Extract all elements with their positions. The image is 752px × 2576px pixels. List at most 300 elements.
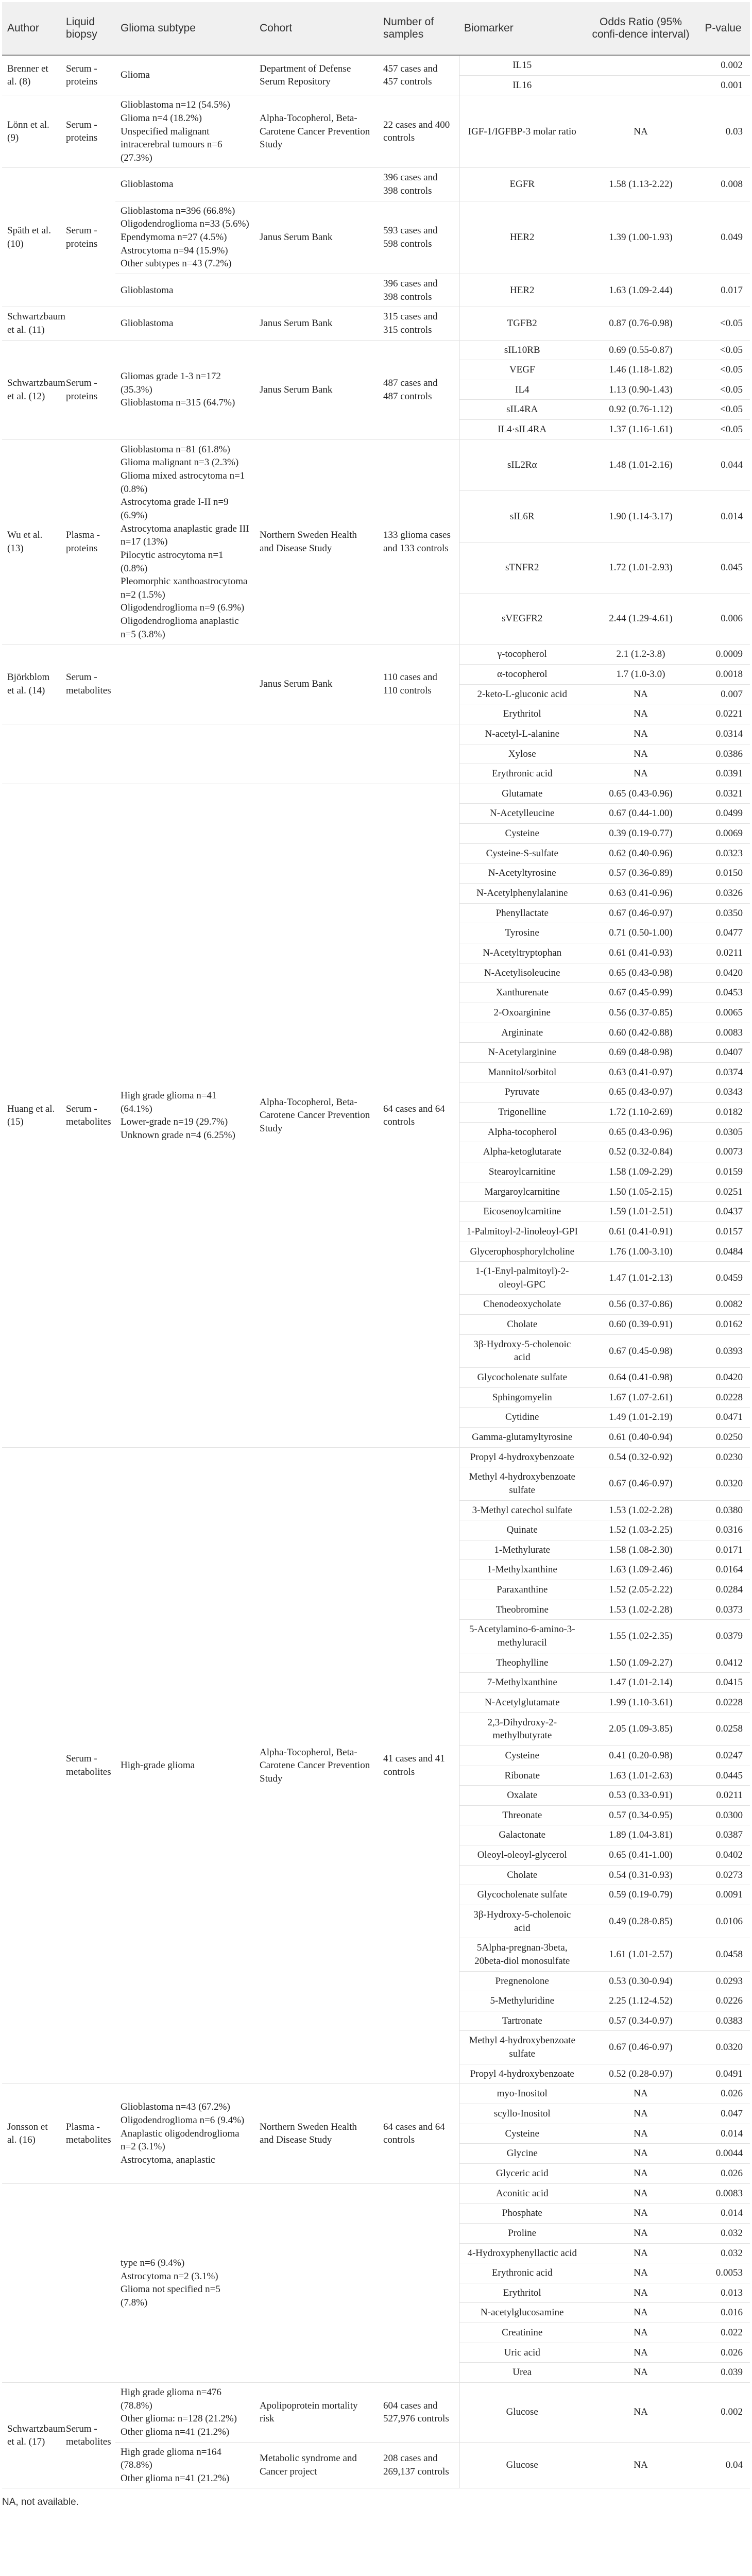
p-value-cell: 0.0258 [696,1713,750,1745]
number-of-samples-cell: 593 cases and 598 controls [378,201,459,274]
p-value-cell: 0.039 [696,2363,750,2383]
p-value-cell: 0.0211 [696,943,750,963]
odds-ratio-cell: NA [585,764,696,784]
p-value-cell: 0.006 [696,593,750,644]
biomarker-cell: sIL4RA [459,400,585,420]
odds-ratio-cell: 1.46 (1.18-1.82) [585,360,696,380]
odds-ratio-cell: 1.61 (1.01-2.57) [585,1938,696,1971]
odds-ratio-cell: 0.65 (0.43-0.98) [585,963,696,983]
glioma-subtype-cell: type n=6 (9.4%) Astrocytoma n=2 (3.1%) Glioma not specified n=5 (7.8%) [115,2183,254,2382]
liquid-biopsy-cell: Plasma - metabolites [61,2084,115,2183]
odds-ratio-cell: 1.52 (1.03-2.25) [585,1520,696,1540]
odds-ratio-cell: 2.44 (1.29-4.61) [585,593,696,644]
number-of-samples-cell: 110 cases and 110 controls [378,645,459,724]
odds-ratio-cell: 0.61 (0.41-0.93) [585,943,696,963]
p-value-cell: 0.0379 [696,1620,750,1653]
cohort-cell: Janus Serum Bank [254,340,378,439]
odds-ratio-cell: NA [585,684,696,704]
biomarker-cell: Gamma-glutamyltyrosine [459,1427,585,1447]
header-number-of-samples: Number of samples [378,2,459,55]
liquid-biopsy-cell [61,307,115,340]
cohort-cell: Janus Serum Bank [254,307,378,340]
cohort-cell: Department of Defense Serum Repository [254,55,378,95]
odds-ratio-cell: 1.89 (1.04-3.81) [585,1825,696,1845]
biomarker-cell: myo-Inositol [459,2084,585,2104]
biomarker-cell: N-Acetylphenylalanine [459,884,585,904]
biomarker-cell: Margaroylcarnitine [459,1182,585,1202]
number-of-samples-cell [378,2183,459,2382]
number-of-samples-cell: 487 cases and 487 controls [378,340,459,439]
biomarker-cell: Phosphate [459,2204,585,2224]
glioma-subtype-cell: Glioma [115,55,254,95]
p-value-cell: <0.05 [696,340,750,360]
biomarker-cell: Propyl 4-hydroxybenzoate [459,1447,585,1467]
p-value-cell: <0.05 [696,380,750,400]
biomarker-cell: Glycerophosphorylcholine [459,1242,585,1262]
author-cell: Wu et al. (13) [2,439,61,645]
table-row [2,55,750,75]
p-value-cell: 0.007 [696,684,750,704]
p-value-cell: 0.03 [696,95,750,168]
biomarker-cell: Uric acid [459,2343,585,2363]
table-row [2,2084,750,2104]
p-value-cell: 0.0459 [696,1262,750,1295]
odds-ratio-cell: 1.67 (1.07-2.61) [585,1387,696,1408]
glioma-subtype-cell: Glioblastoma n=396 (66.8%) Oligodendroglioma n=33 (5.6%) Ependymoma n=27 (4.5%) Astrocytoma n=94 (15.9%) Other subtypes n=43 (7.2%) [115,201,254,274]
odds-ratio-cell: 0.57 (0.34-0.97) [585,2011,696,2031]
odds-ratio-cell: 1.76 (1.00-3.10) [585,1242,696,1262]
cohort-cell: Janus Serum Bank [254,201,378,274]
odds-ratio-cell: NA [585,2383,696,2443]
odds-ratio-cell: NA [585,2104,696,2124]
biomarker-cell: Galactonate [459,1825,585,1845]
biomarker-cell: Glycocholenate sulfate [459,1885,585,1905]
cohort-cell: Apolipoprotein mortality risk [254,2383,378,2443]
p-value-cell: 0.0323 [696,843,750,863]
liquid-biopsy-cell: Serum - proteins [61,55,115,95]
odds-ratio-cell: 0.64 (0.41-0.98) [585,1368,696,1388]
table-row [2,340,750,360]
p-value-cell: 0.0383 [696,2011,750,2031]
number-of-samples-cell: 22 cases and 400 controls [378,95,459,168]
p-value-cell: 0.022 [696,2323,750,2343]
biomarker-cell: Xanthurenate [459,983,585,1003]
odds-ratio-cell: NA [585,2323,696,2343]
p-value-cell: 0.0157 [696,1222,750,1242]
biomarker-cell: N-Acetyltyrosine [459,863,585,884]
biomarker-cell: Cytidine [459,1408,585,1428]
biomarker-cell: IL4·sIL4RA [459,420,585,440]
author-cell: Schwartzbaum et al. (11) [2,307,61,340]
odds-ratio-cell: 1.7 (1.0-3.0) [585,664,696,684]
p-value-cell: 0.0073 [696,1142,750,1162]
biomarker-cell: 1-Palmitoyl-2-linoleoyl-GPI [459,1222,585,1242]
biomarker-cell: 3β-Hydroxy-5-cholenoic acid [459,1905,585,1938]
biomarker-cell: Alpha-ketoglutarate [459,1142,585,1162]
cohort-cell [254,274,378,307]
biomarker-cell: Stearoylcarnitine [459,1162,585,1182]
liquid-biopsy-cell: Serum - metabolites [61,645,115,724]
odds-ratio-cell: 1.99 (1.10-3.61) [585,1692,696,1713]
p-value-cell: 0.0221 [696,704,750,724]
p-value-cell: 0.0374 [696,1062,750,1082]
p-value-cell: 0.0069 [696,824,750,844]
odds-ratio-cell: 0.53 (0.30-0.94) [585,1971,696,1991]
p-value-cell: 0.0420 [696,963,750,983]
biomarker-cell: Erythritol [459,704,585,724]
p-value-cell: 0.0484 [696,1242,750,1262]
biomarker-cell: Ribonate [459,1766,585,1786]
p-value-cell: 0.0391 [696,764,750,784]
p-value-cell: 0.04 [696,2442,750,2488]
liquid-biopsy-cell [61,2183,115,2382]
biomarker-cell: 5Alpha-pregnan-3beta, 20beta-diol monosulfate [459,1938,585,1971]
p-value-cell: 0.002 [696,55,750,75]
biomarker-cell: Glucose [459,2383,585,2443]
p-value-cell: 0.0300 [696,1805,750,1825]
biomarker-cell: Theophylline [459,1653,585,1673]
odds-ratio-cell: 0.61 (0.40-0.94) [585,1427,696,1447]
p-value-cell: 0.0320 [696,1467,750,1500]
biomarker-cell: 5-Acetylamino-6-amino-3-methyluracil [459,1620,585,1653]
p-value-cell: 0.0477 [696,923,750,943]
p-value-cell: 0.013 [696,2283,750,2303]
biomarker-cell: Pyruvate [459,1082,585,1103]
biomarker-cell: Proline [459,2223,585,2243]
header-p-value: P-value [696,2,750,55]
odds-ratio-cell: 0.63 (0.41-0.96) [585,884,696,904]
biomarker-cell: TGFB2 [459,307,585,340]
p-value-cell: 0.032 [696,2223,750,2243]
biomarker-cell: Cysteine-S-sulfate [459,843,585,863]
p-value-cell: 0.0499 [696,804,750,824]
biomarker-cell: Theobromine [459,1600,585,1620]
p-value-cell: 0.0091 [696,1885,750,1905]
odds-ratio-cell: NA [585,2283,696,2303]
p-value-cell: <0.05 [696,400,750,420]
odds-ratio-cell: 0.92 (0.76-1.12) [585,400,696,420]
biomarker-cell: 2-Oxoarginine [459,1003,585,1023]
odds-ratio-cell: NA [585,2223,696,2243]
odds-ratio-cell: 1.72 (1.10-2.69) [585,1103,696,1123]
biomarker-cell: N-Acetylisoleucine [459,963,585,983]
p-value-cell: 0.032 [696,2243,750,2263]
table-row [2,307,750,340]
table-page [2,2,750,2508]
header-biomarker: Biomarker [459,2,585,55]
odds-ratio-cell: 0.69 (0.48-0.98) [585,1043,696,1063]
odds-ratio-cell: NA [585,2243,696,2263]
odds-ratio-cell: NA [585,2183,696,2204]
biomarker-cell: Chenodeoxycholate [459,1295,585,1315]
p-value-cell: 0.0228 [696,1387,750,1408]
p-value-cell: 0.0065 [696,1003,750,1023]
odds-ratio-cell: 0.54 (0.32-0.92) [585,1447,696,1467]
biomarker-cell: 2,3-Dihydroxy-2-methylbutyrate [459,1713,585,1745]
odds-ratio-cell: 0.71 (0.50-1.00) [585,923,696,943]
p-value-cell: 0.002 [696,2383,750,2443]
odds-ratio-cell: NA [585,95,696,168]
biomarker-cell: N-Acetylglutamate [459,1692,585,1713]
odds-ratio-cell: 0.69 (0.55-0.87) [585,340,696,360]
odds-ratio-cell: 1.63 (1.09-2.46) [585,1560,696,1580]
p-value-cell: 0.0230 [696,1447,750,1467]
header-liquid-biopsy: Liquid biopsy [61,2,115,55]
odds-ratio-cell: 0.63 (0.41-0.97) [585,1062,696,1082]
p-value-cell: 0.0407 [696,1043,750,1063]
biomarker-cell: Pregnenolone [459,1971,585,1991]
author-cell: Brenner et al. (8) [2,55,61,95]
biomarker-cell: Oleoyl-oleoyl-glycerol [459,1845,585,1866]
number-of-samples-cell: 64 cases and 64 controls [378,2084,459,2183]
biomarker-cell: Erythronic acid [459,764,585,784]
glioma-subtype-cell: High grade glioma n=41 (64.1%) Lower-grade n=19 (29.7%) Unknown grade n=4 (6.25%) [115,784,254,1447]
p-value-cell: 0.0044 [696,2144,750,2164]
p-value-cell: 0.0343 [696,1082,750,1103]
table-row [2,168,750,201]
p-value-cell: 0.014 [696,2124,750,2144]
odds-ratio-cell: NA [585,2363,696,2383]
biomarker-cell: Aconitic acid [459,2183,585,2204]
biomarker-cell: IL15 [459,55,585,75]
biomarker-cell: 3β-Hydroxy-5-cholenoic acid [459,1334,585,1367]
cohort-cell [254,2183,378,2382]
biomarker-cell: Erythronic acid [459,2263,585,2283]
biomarker-cell: N-acetylglucosamine [459,2303,585,2323]
odds-ratio-cell: 0.60 (0.39-0.91) [585,1315,696,1335]
liquid-biopsy-cell [61,724,115,784]
odds-ratio-cell: NA [585,2084,696,2104]
odds-ratio-cell: 1.53 (1.02-2.28) [585,1600,696,1620]
biomarker-cell: Cholate [459,1865,585,1885]
number-of-samples-cell [378,724,459,784]
author-cell [2,2183,61,2382]
glioma-subtype-cell: High grade glioma n=476 (78.8%) Other glioma: n=128 (21.2%) Other glioma n=41 (21.2%) [115,2383,254,2443]
p-value-cell: 0.016 [696,2303,750,2323]
odds-ratio-cell: 1.49 (1.01-2.19) [585,1408,696,1428]
p-value-cell: 0.0320 [696,2031,750,2064]
odds-ratio-cell: 0.65 (0.43-0.97) [585,1082,696,1103]
header-glioma-subtype: Glioma subtype [115,2,254,55]
p-value-cell: 0.008 [696,168,750,201]
biomarker-cell: Cholate [459,1315,585,1335]
table-row [2,645,750,665]
biomarker-cell: sIL2Rα [459,439,585,490]
odds-ratio-cell: 2.05 (1.09-3.85) [585,1713,696,1745]
p-value-cell: 0.0491 [696,2064,750,2084]
author-cell: Jonsson et al. (16) [2,2084,61,2183]
odds-ratio-cell: 0.56 (0.37-0.85) [585,1003,696,1023]
author-cell [2,724,61,784]
glioma-subtype-cell [115,645,254,724]
biomarker-cell: 7-Methylxanthine [459,1673,585,1693]
biomarker-cell: Tyrosine [459,923,585,943]
biomarker-cell: 3-Methyl catechol sulfate [459,1500,585,1520]
odds-ratio-cell: NA [585,2144,696,2164]
p-value-cell: 0.0380 [696,1500,750,1520]
number-of-samples-cell: 457 cases and 457 controls [378,55,459,95]
table-row [2,784,750,804]
number-of-samples-cell: 396 cases and 398 controls [378,274,459,307]
liquid-biopsy-cell: Serum - proteins [61,168,115,307]
biomarker-cell: 4-Hydroxyphenyllactic acid [459,2243,585,2263]
odds-ratio-cell: 1.37 (1.16-1.61) [585,420,696,440]
p-value-cell: 0.0453 [696,983,750,1003]
p-value-cell: 0.026 [696,2084,750,2104]
p-value-cell: 0.0171 [696,1540,750,1560]
p-value-cell: 0.0284 [696,1580,750,1600]
odds-ratio-cell: NA [585,2442,696,2488]
odds-ratio-cell: 1.52 (2.05-2.22) [585,1580,696,1600]
p-value-cell: 0.026 [696,2343,750,2363]
cohort-cell: Alpha-Tocopherol, Beta-Carotene Cancer Prevention Study [254,95,378,168]
biomarker-cell: Methyl 4-hydroxybenzoate sulfate [459,1467,585,1500]
biomarker-cell: Alpha-tocopherol [459,1122,585,1142]
liquid-biopsy-cell: Plasma - proteins [61,439,115,645]
p-value-cell: 0.0228 [696,1692,750,1713]
biomarker-cell: sVEGFR2 [459,593,585,644]
odds-ratio-cell: 0.39 (0.19-0.77) [585,824,696,844]
biomarker-cell: VEGF [459,360,585,380]
table-row [2,95,750,168]
header-cohort: Cohort [254,2,378,55]
liquid-biopsy-cell: Serum - metabolites [61,2383,115,2488]
odds-ratio-cell: 1.63 (1.09-2.44) [585,274,696,307]
p-value-cell: 0.0321 [696,784,750,804]
table-body [2,55,750,2488]
odds-ratio-cell: NA [585,2163,696,2183]
table-row [2,724,750,744]
biomarker-cell: HER2 [459,274,585,307]
cohort-cell: Northern Sweden Health and Disease Study [254,439,378,645]
odds-ratio-cell: 0.61 (0.41-0.91) [585,1222,696,1242]
odds-ratio-cell: 1.47 (1.01-2.14) [585,1673,696,1693]
biomarker-cell: Glyceric acid [459,2163,585,2183]
number-of-samples-cell: 396 cases and 398 controls [378,168,459,201]
biomarker-cell: Quinate [459,1520,585,1540]
p-value-cell: 0.045 [696,542,750,593]
p-value-cell: 0.0316 [696,1520,750,1540]
odds-ratio-cell: 0.67 (0.46-0.97) [585,903,696,923]
p-value-cell: 0.0082 [696,1295,750,1315]
odds-ratio-cell: 1.63 (1.01-2.63) [585,1766,696,1786]
biomarker-cell: 1-(1-Enyl-palmitoyl)-2-oleoyl-GPC [459,1262,585,1295]
p-value-cell: 0.0083 [696,2183,750,2204]
biomarker-cell: Cysteine [459,2124,585,2144]
biomarker-cell: Urea [459,2363,585,2383]
p-value-cell: 0.0386 [696,744,750,764]
p-value-cell: 0.0471 [696,1408,750,1428]
p-value-cell: 0.0415 [696,1673,750,1693]
p-value-cell: 0.049 [696,201,750,274]
cohort-cell: Northern Sweden Health and Disease Study [254,2084,378,2183]
biomarker-cell: IL16 [459,75,585,95]
odds-ratio-cell: 0.67 (0.45-0.99) [585,983,696,1003]
p-value-cell: 0.026 [696,2163,750,2183]
odds-ratio-cell: 0.52 (0.28-0.97) [585,2064,696,2084]
odds-ratio-cell: 1.59 (1.01-2.51) [585,1202,696,1222]
odds-ratio-cell: 0.41 (0.20-0.98) [585,1745,696,1766]
p-value-cell: 0.0106 [696,1905,750,1938]
p-value-cell: 0.0159 [696,1162,750,1182]
odds-ratio-cell: NA [585,2124,696,2144]
odds-ratio-cell: 0.54 (0.31-0.93) [585,1865,696,1885]
odds-ratio-cell: 0.62 (0.40-0.96) [585,843,696,863]
biomarker-cell: Sphingomyelin [459,1387,585,1408]
odds-ratio-cell: 1.58 (1.09-2.29) [585,1162,696,1182]
odds-ratio-cell: 1.55 (1.02-2.35) [585,1620,696,1653]
p-value-cell: 0.0009 [696,645,750,665]
table-row [2,2383,750,2443]
biomarker-cell: 5-Methyluridine [459,1991,585,2011]
biomarker-cell: Glycocholenate sulfate [459,1368,585,1388]
p-value-cell: 0.0018 [696,664,750,684]
p-value-cell: 0.0387 [696,1825,750,1845]
odds-ratio-cell: NA [585,2263,696,2283]
p-value-cell: 0.014 [696,2204,750,2224]
table-row [2,439,750,490]
odds-ratio-cell [585,75,696,95]
odds-ratio-cell: 0.52 (0.32-0.84) [585,1142,696,1162]
biomarker-cell: N-Acetylleucine [459,804,585,824]
odds-ratio-cell: 0.53 (0.33-0.91) [585,1786,696,1806]
biomarker-cell: Tartronate [459,2011,585,2031]
number-of-samples-cell: 604 cases and 527,976 controls [378,2383,459,2443]
biomarker-cell: N-acetyl-L-alanine [459,724,585,744]
p-value-cell: 0.014 [696,491,750,542]
number-of-samples-cell: 41 cases and 41 controls [378,1447,459,2084]
glioma-subtype-cell: High-grade glioma [115,1447,254,2084]
glioma-subtype-cell [115,724,254,784]
header-author: Author [2,2,61,55]
biomarker-cell: sIL10RB [459,340,585,360]
biomarker-cell: EGFR [459,168,585,201]
biomarker-cell: Phenyllactate [459,903,585,923]
p-value-cell: 0.0293 [696,1971,750,1991]
p-value-cell: 0.0250 [696,1427,750,1447]
odds-ratio-cell: 1.50 (1.05-2.15) [585,1182,696,1202]
p-value-cell: 0.001 [696,75,750,95]
odds-ratio-cell: 1.90 (1.14-3.17) [585,491,696,542]
p-value-cell: 0.0273 [696,1865,750,1885]
odds-ratio-cell: 0.57 (0.34-0.95) [585,1805,696,1825]
p-value-cell: 0.0182 [696,1103,750,1123]
p-value-cell: 0.0162 [696,1315,750,1335]
biomarker-cell: N-Acetylarginine [459,1043,585,1063]
odds-ratio-cell: 0.87 (0.76-0.98) [585,307,696,340]
glioma-subtype-cell: Glioblastoma n=43 (67.2%) Oligodendroglioma n=6 (9.4%) Anaplastic oligodendroglioma n=2 (3.1%) Astrocytoma, anaplastic [115,2084,254,2183]
glioma-subtype-cell: High grade glioma n=164 (78.8%) Other glioma n=41 (21.2%) [115,2442,254,2488]
p-value-cell: <0.05 [696,307,750,340]
biomarker-cell: Mannitol/sorbitol [459,1062,585,1082]
odds-ratio-cell: NA [585,724,696,744]
author-cell: Lönn et al. (9) [2,95,61,168]
biomarker-cell: Creatinine [459,2323,585,2343]
odds-ratio-cell: 0.65 (0.43-0.96) [585,1122,696,1142]
odds-ratio-cell: 1.50 (1.09-2.27) [585,1653,696,1673]
odds-ratio-cell: NA [585,2204,696,2224]
glioma-subtype-cell: Glioblastoma [115,274,254,307]
cohort-cell: Alpha-Tocopherol, Beta-Carotene Cancer Prevention Study [254,784,378,1447]
cohort-cell [254,724,378,784]
biomarker-cell: IL4 [459,380,585,400]
odds-ratio-cell: NA [585,2343,696,2363]
p-value-cell: 0.0053 [696,2263,750,2283]
biomarker-cell: 1-Methylxanthine [459,1560,585,1580]
p-value-cell: <0.05 [696,420,750,440]
odds-ratio-cell: 0.57 (0.36-0.89) [585,863,696,884]
p-value-cell: <0.05 [696,360,750,380]
